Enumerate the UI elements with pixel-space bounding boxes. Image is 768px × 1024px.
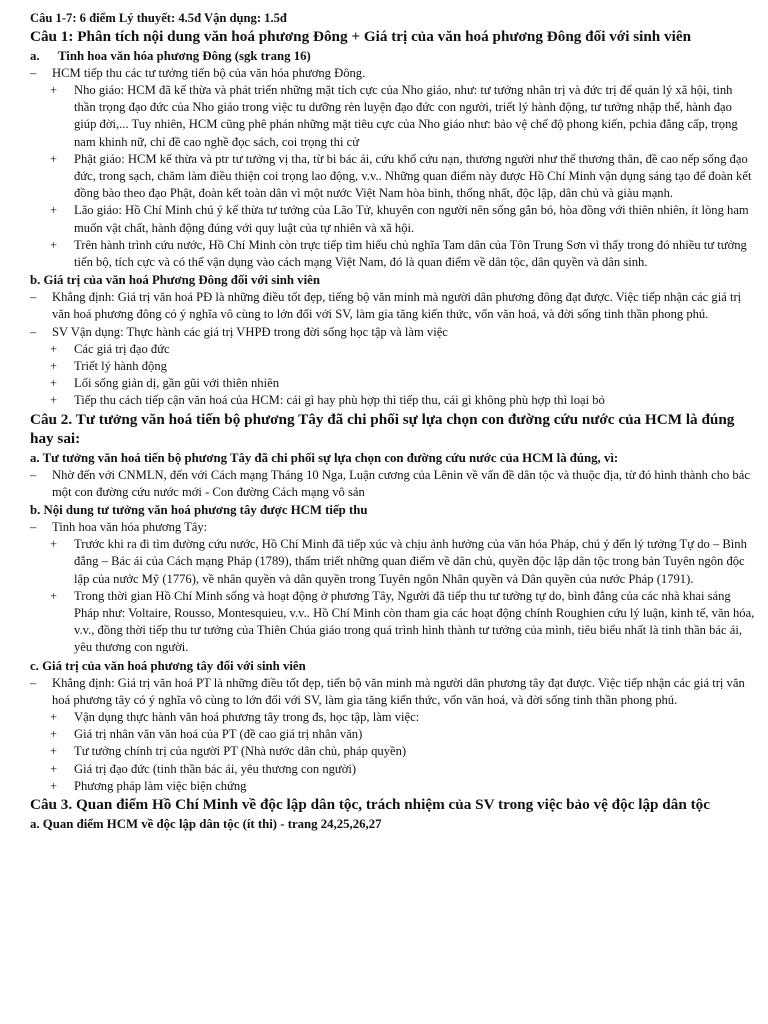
q1-section-b-title: b. Giá trị của văn hoá Phương Đông đối với sinh viên <box>30 273 320 288</box>
q2a-reason: Nhờ đến với CNMLN, đến với Cách mạng Tháng 10 Nga, Luận cương của Lênin về vấn đề dân tộc và thuộc địa, từ đó hình thành cho bác một con đường cứu nước mới - Con đường Cách mạng vô sản <box>52 467 750 499</box>
plus-item <box>30 375 756 392</box>
dash-item <box>30 675 756 709</box>
plus-item <box>30 392 756 409</box>
question-2-title: Câu 2. Tư tưởng văn hoá tiến bộ phương Tây đã chi phối sự lựa chọn con đường cứu nước của HCM là đúng hay sai: <box>30 410 735 448</box>
q2-section-c-title: c. Giá trị của văn hoá phương tây đối với sinh viên <box>30 658 306 673</box>
dash-item <box>30 519 756 536</box>
question-3-title: Câu 3. Quan điểm Hồ Chí Minh về độc lập dân tộc, trách nhiệm của SV trong việc bảo vệ độc lập dân tộc <box>30 796 710 814</box>
plus-bullet: + <box>50 203 58 218</box>
plus-bullet: + <box>50 710 58 724</box>
dash-bullet: – <box>30 65 37 80</box>
plus-item <box>30 82 756 151</box>
q2b-item-west: Trong thời gian Hồ Chí Minh sống và hoạt động ở phương Tây, Người đã tiếp thu tư tưởng tự do, bình đẳng của các nhà khai sáng Pháp như: Voltaire, Rousso, Montesquieu, v.v.. Hồ Chí Minh còn tham gia các hoạt động chính Roughien cứu lý luận, kinh tế, văn hóa, v.v., đồng thời tiếp thu tư tưởng của Thiên Chúa giáo trong quá trình hình thành tư tưởng của mình, tiêu biểu nhất là tinh thần bác ái, yêu thương con người. <box>74 588 755 655</box>
q1b-item: Lối sống giản dị, gần gũi với thiên nhiên <box>74 376 279 391</box>
plus-bullet: + <box>50 376 58 391</box>
dash-item <box>30 65 756 82</box>
q1a-item-tam-dan: Trên hành trình cứu nước, Hồ Chí Minh còn trực tiếp tìm hiểu chủ nghĩa Tam dân của Tôn Trung Sơn vì thấy trong đó nhiều tư tưởng tiến bộ, tích cực và có thể vận dụng vào cách mạng Việt Nam, đó là quan điểm về dân tộc, dân quyền và dân sinh. <box>74 237 747 269</box>
plus-item <box>30 761 756 778</box>
q2b-intro: Tinh hoa văn hóa phương Tây: <box>52 519 208 534</box>
q1b-item: Triết lý hành động <box>74 358 167 373</box>
dash-item <box>30 467 756 501</box>
plus-item <box>30 536 756 588</box>
dash-bullet: – <box>30 467 37 482</box>
plus-bullet: + <box>50 151 58 166</box>
document-page <box>30 10 756 833</box>
plus-item <box>30 358 756 375</box>
q1-section-a-title: Tinh hoa văn hóa phương Đông (sgk trang 16) <box>58 48 311 63</box>
dash-bullet: – <box>30 675 37 690</box>
q1b-affirmation: Khẳng định: Giá trị văn hoá PĐ là những điều tốt đẹp, tiếng bộ văn minh mà người dân phương đông đạt được. Việc tiếp nhận các giá trị văn hoá phương đông có ý nghĩa vô cùng to lớn đối với SV, làm gia tăng kiến thức, vốn văn hoá, và đời sống tinh thần phong phú. <box>52 290 742 322</box>
q2c-item: Giá trị đạo đức (tinh thần bác ái, yêu thương con người) <box>74 761 357 776</box>
section-marker: a. <box>30 48 40 63</box>
plus-bullet: + <box>50 358 58 373</box>
q1b-item: Tiếp thu cách tiếp cận văn hoá của HCM: cái gì hay phù hợp thì tiếp thu, cái gì không phù hợp thì loại bỏ <box>74 393 605 408</box>
plus-item <box>30 237 756 271</box>
plus-item <box>30 588 756 657</box>
plus-bullet: + <box>50 537 58 552</box>
plus-item <box>30 341 756 358</box>
dash-bullet: – <box>30 290 37 305</box>
exam-header: Câu 1-7: 6 điểm Lý thuyết: 4.5đ Vận dụng: 1.5đ <box>30 11 287 25</box>
plus-bullet: + <box>50 82 58 97</box>
plus-bullet: + <box>50 727 58 742</box>
q2-section-b-title: b. Nội dung tư tưởng văn hoá phương tây được HCM tiếp thu <box>30 502 368 517</box>
q2c-affirmation: Khẳng định: Giá trị văn hoá PT là những điều tốt đẹp, tiến bộ văn minh mà người dân phương tây đạt được. Việc tiếp nhận các giá trị văn hoá phương tây có ý nghĩa vô cùng to lớn đối với SV, làm gia tăng kiến thức, vốn văn hoá, và đời sống tinh thần phong phú. <box>52 675 745 707</box>
plus-item <box>30 726 756 743</box>
plus-item <box>30 743 756 760</box>
q2b-item-france: Trước khi ra đi tìm đường cứu nước, Hồ Chí Minh đã tiếp xúc và chịu ảnh hưởng của văn hóa Pháp, chú ý đến lý tưởng Tự do – Bình đẳng – Bác ái của Cách mạng Pháp (1789), thấm triết những quan điểm về dân chủ, quyền độc lập dân tộc trong bản Tuyên ngôn độc lập của nước Mỹ (1776), về nhân quyền và dân quyền trong Tuyên ngôn Nhân quyền và Dân quyền của nước Pháp (1791). <box>74 537 747 586</box>
plus-item <box>30 151 756 203</box>
q1b-application: SV Vận dụng: Thực hành các giá trị VHPĐ trong đời sống học tập và làm việc <box>52 324 448 339</box>
q2-section-a-title: a. Tư tưởng văn hoá tiến bộ phương Tây đã chi phối sự lựa chọn con đường cứu nước của HCM là đúng, vì: <box>30 450 619 465</box>
q2c-item: Giá trị nhân văn văn hoá của PT (đề cao giá trị nhân văn) <box>74 727 363 742</box>
plus-bullet: + <box>50 744 58 759</box>
q1a-item-lao-giao: Lão giáo: Hồ Chí Minh chú ý kế thừa tư tưởng của Lão Tử, khuyên con người nên sống gắn bó, hòa đồng với thiên nhiên, ít lòng ham muốn vật chất, hành động đúng với quy luật của tự nhiên và xã hội. <box>74 203 749 235</box>
plus-bullet: + <box>50 761 58 776</box>
question-1-title: Câu 1: Phân tích nội dung văn hoá phương Đông + Giá trị của văn hoá phương Đông đối với sinh viên <box>30 28 692 46</box>
q2c-item: Phương pháp làm việc biện chứng <box>74 778 247 793</box>
plus-item <box>30 709 756 726</box>
q2c-item: Vận dụng thực hành văn hoá phương tây trong đs, học tập, làm việc: <box>74 710 420 724</box>
dash-item <box>30 324 756 341</box>
q1a-intro: HCM tiếp thu các tư tưởng tiến bộ của văn hóa phương Đông. <box>52 65 366 80</box>
plus-bullet: + <box>50 237 58 252</box>
plus-item <box>30 778 756 795</box>
q1a-item-phat-giao: Phật giáo: HCM kế thừa và ptr tư tưởng vị tha, từ bi bác ái, cứu khổ cứu nạn, thương người như thể thương thân, đề cao nếp sống đạo đức, trong sạch, chăm làm điều thiện coi trọng lao động, v.v.. Những quan điểm này được Hồ Chí Minh vận dụng sáng tạo để đoàn kết đồng bào theo đạo Phật, đoàn kết toàn dân vì một nước Việt Nam hòa bình, thống nhất, độc lập, dân chủ và giàu mạnh. <box>74 151 752 201</box>
plus-bullet: + <box>50 588 58 603</box>
dash-bullet: – <box>30 519 37 534</box>
q2c-item: Tư tưởng chính trị của người PT (Nhà nước dân chủ, pháp quyền) <box>74 744 407 759</box>
q1b-item: Các giá trị đạo đức <box>74 341 170 356</box>
dash-item <box>30 289 756 323</box>
q1a-item-nho-giao: Nho giáo: HCM đã kế thừa và phát triển những mặt tích cực của Nho giáo, như: tư tưởng nhân trị và đức trị để quản lý xã hội, tinh thần trọng đạo đức của Nho giáo trong việc tu dưỡng rèn luyện đạo đức con người, triết lý hành động, tư tưởng nhập thế, hành đạo giúp đời,... Tuy nhiên, HCM cũng phê phán những mặt tiêu cực của Nho giáo như: bảo vệ chế độ phong kiến, pchia đẳng cấp, trọng nam khinh nữ, chỉ đề cao nghề đọc sách, coi trọng thi cử <box>74 82 738 149</box>
plus-bullet: + <box>50 341 58 356</box>
q1-section-a-heading <box>30 47 756 65</box>
plus-bullet: + <box>50 393 58 408</box>
plus-bullet: + <box>50 778 58 793</box>
plus-item <box>30 202 756 236</box>
dash-bullet: – <box>30 324 37 339</box>
q3-section-a-title: a. Quan điểm HCM về độc lập dân tộc (ít thi) - trang 24,25,26,27 <box>30 816 382 831</box>
